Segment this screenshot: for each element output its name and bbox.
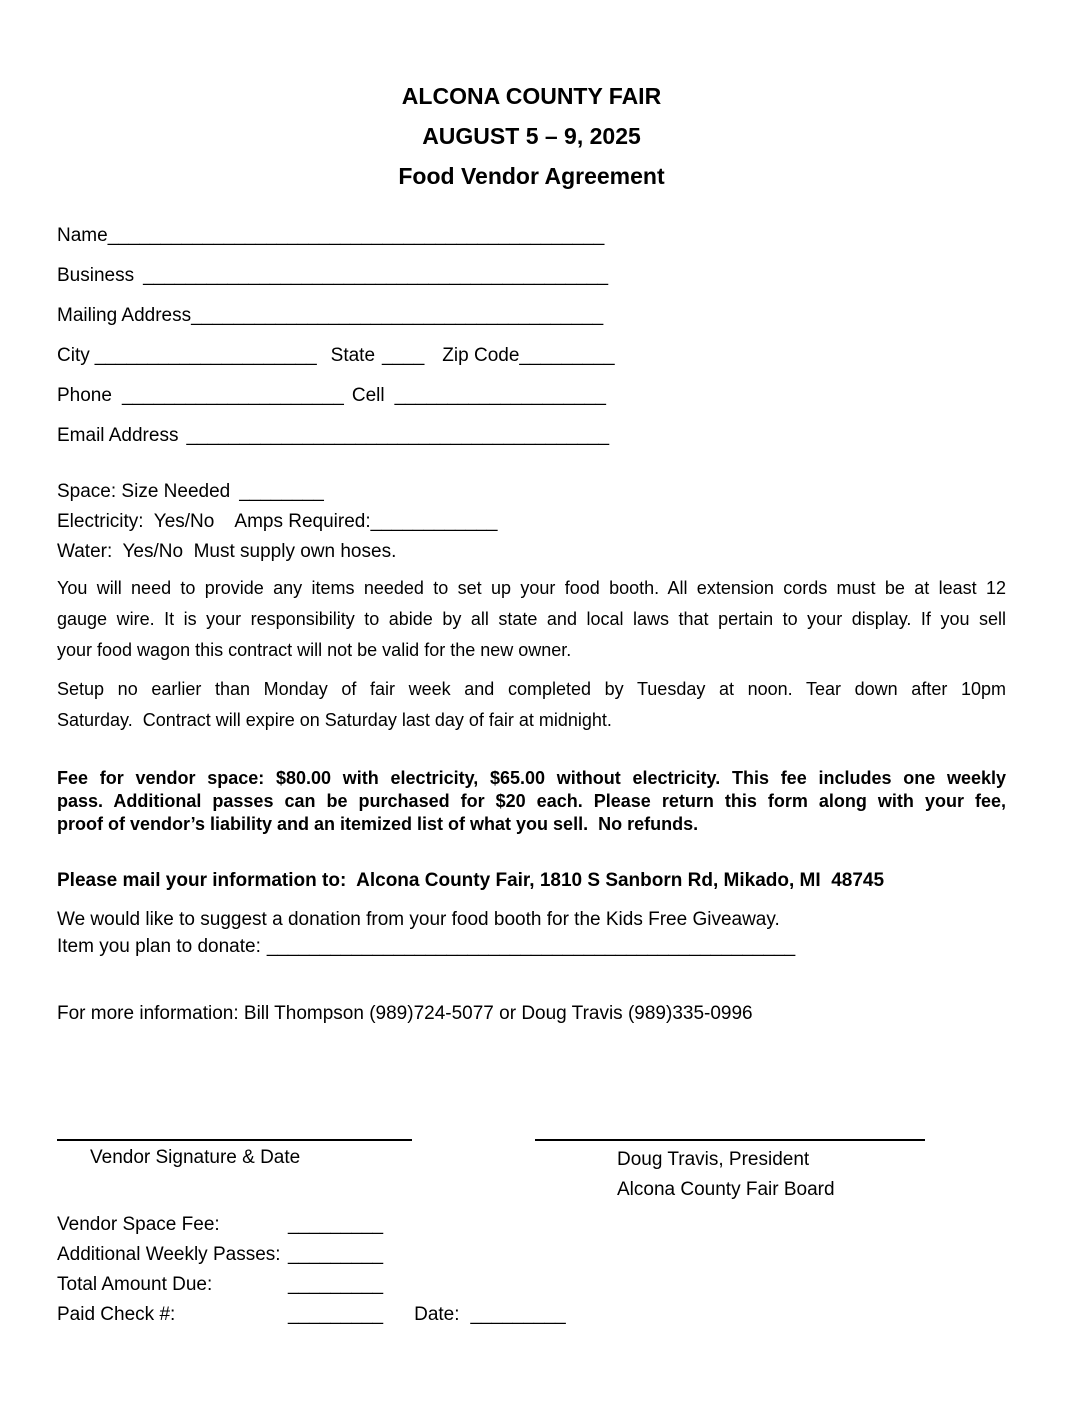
paragraph-line: Fee for vendor space: $80.00 with electricity, $65.00 without electricity. This fee includes one weekly [57,768,1006,788]
cell-label: Cell [351,385,385,406]
president-signature-line[interactable] [535,1139,925,1141]
vendor-signature-line[interactable] [57,1139,412,1141]
paragraph-line: gauge wire. It is your responsibility to abide by all state and local laws that pertain to your display. If you sell [57,609,1006,629]
total-amount-due-label: Total Amount Due: [57,1274,213,1295]
total-amount-due-fill-line[interactable]: _________ [288,1274,384,1295]
city-fill-line[interactable]: _____________________ [94,345,317,366]
signature-captions-row [57,1145,1006,1205]
mailing-address-row [57,296,1006,336]
paid-check-row [57,1300,1006,1330]
space-size-label: Space: Size Needed [57,481,231,502]
paragraph-line: your food wagon this contract will not be valid for the new owner. [57,640,572,660]
donation-item-fill-line[interactable]: __________________________________________________ [266,936,796,957]
water-row: Water: Yes/No Must supply own hoses. [57,541,397,562]
space-requirements-section [57,477,1006,567]
paragraph-line: pass. Additional passes can be purchased for $20 each. Please return this form along with your fee, [57,791,1006,811]
business-label: Business [57,265,135,286]
vendor-space-fee-row [57,1210,1006,1240]
space-size-fill-line[interactable]: ________ [239,481,324,502]
name-label: Name [57,225,108,246]
electricity-label: Electricity: Yes/No Amps Required: [57,511,371,532]
city-state-zip-row [57,336,1006,376]
paragraph-line: proof of vendor’s liability and an itemized list of what you sell. No refunds. [57,814,699,834]
additional-passes-fill-line[interactable]: _________ [288,1244,384,1265]
total-amount-due-row [57,1270,1006,1300]
mailing-address-fill-line[interactable]: _______________________________________ [191,305,604,326]
name-fill-line[interactable]: _______________________________________________ [107,225,605,246]
phone-fill-line[interactable]: _____________________ [121,385,344,406]
paid-check-fill-line[interactable]: _________ [288,1304,384,1325]
fee-paragraph [57,767,1006,836]
donation-item-row [57,933,1006,960]
president-signature-caption [535,1145,835,1205]
document-title: Food Vendor Agreement [398,163,665,189]
signature-lines-row [57,1139,1006,1141]
phone-label: Phone [57,385,112,406]
electricity-row [57,507,1006,537]
cell-fill-line[interactable]: ____________________ [394,385,606,406]
paid-check-label: Paid Check #: [57,1304,176,1325]
president-name: Doug Travis, President [617,1149,810,1170]
zip-code-label: Zip Code [442,345,520,366]
donation-section [57,906,1006,960]
donation-item-label: Item you plan to donate: [57,936,261,957]
paragraph-line: Setup no earlier than Monday of fair week and completed by Tuesday at noon. Tear down after 10pm [57,679,1006,699]
mail-instructions-line: Please mail your information to: Alcona County Fair, 1810 S Sanborn Rd, Mikado, MI 48745 [57,870,885,891]
email-row [57,416,1006,456]
more-info-line: For more information: Bill Thompson (989)724-5077 or Doug Travis (989)335-0996 [57,1003,753,1024]
city-label: City [57,345,90,366]
office-use-section [57,1210,1006,1330]
paragraph-line: Saturday. Contract will expire on Saturday last day of fair at midnight. [57,710,612,730]
name-row [57,216,1006,256]
date-fill-line[interactable]: _________ [470,1304,566,1325]
schedule-paragraph [57,674,1006,736]
email-fill-line[interactable]: ________________________________________ [186,425,610,446]
vendor-space-fee-fill-line[interactable]: _________ [288,1214,384,1235]
paragraph-line: You will need to provide any items needed to set up your food booth. All extension cords must be at least 12 [57,578,1006,598]
setup-items-paragraph [57,573,1006,666]
document-header [57,76,1006,196]
business-fill-line[interactable]: ____________________________________________ [143,265,609,286]
business-row [57,256,1006,296]
mailing-address-label: Mailing Address [57,305,192,326]
contact-form [57,216,1006,456]
email-label: Email Address [57,425,179,446]
phone-cell-row [57,376,1006,416]
state-label: State [330,345,376,366]
zip-code-fill-line[interactable]: _________ [519,345,615,366]
vendor-signature-caption: Vendor Signature & Date [90,1147,301,1168]
additional-passes-row [57,1240,1006,1270]
donation-suggestion-line: We would like to suggest a donation from your food booth for the Kids Free Giveaway. [57,909,780,930]
president-organization: Alcona County Fair Board [617,1179,835,1200]
fair-title: ALCONA COUNTY FAIR [401,83,662,109]
vendor-space-fee-label: Vendor Space Fee: [57,1214,220,1235]
space-size-row [57,477,1006,507]
date-label: Date: [414,1304,460,1325]
state-fill-line[interactable]: ____ [382,345,425,366]
additional-passes-label: Additional Weekly Passes: [57,1244,281,1265]
fair-dates: AUGUST 5 – 9, 2025 [422,123,641,149]
amps-fill-line[interactable]: ____________ [370,511,498,532]
